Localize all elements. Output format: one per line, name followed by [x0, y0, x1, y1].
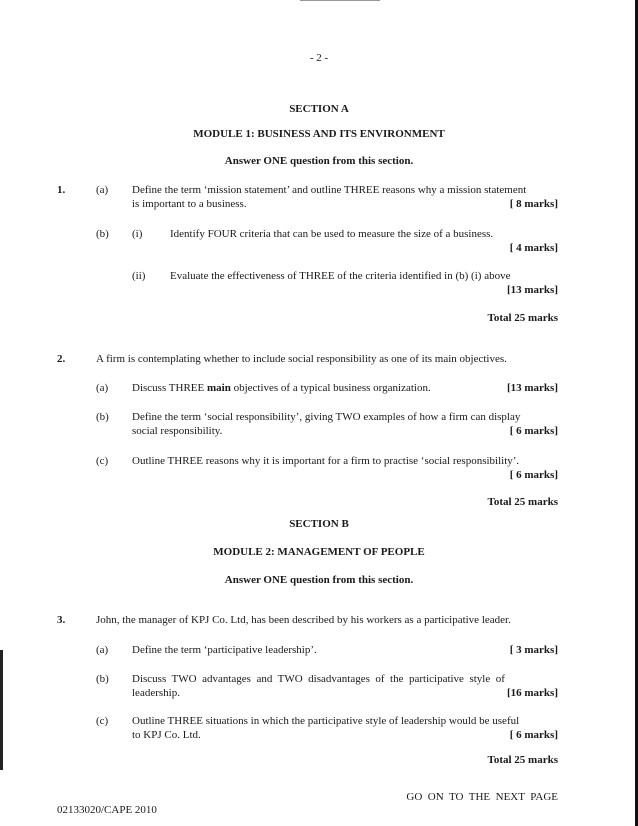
question-2-number: 2.: [57, 353, 66, 365]
q3-part-c-label: (c): [96, 715, 109, 727]
q1-part-a-line1: Define the term ‘mission statement’ and outline THREE reasons why a mission statement: [132, 184, 527, 196]
q2-part-a-label: (a): [96, 382, 109, 394]
q2-part-c-marks: [ 6 marks]: [509, 469, 558, 481]
go-on-next-page: GO ON TO THE NEXT PAGE: [406, 791, 558, 803]
q1-part-b-ii-text: Evaluate the effectiveness of THREE of the criteria identified in (b) (i) above: [170, 270, 511, 282]
q2-part-c-text: Outline THREE reasons why it is important for a firm to practise ‘social responsibility’.: [132, 455, 520, 467]
q1-part-b-i-text: Identify FOUR criteria that can be used to measure the size of a business.: [170, 228, 494, 240]
q3-part-a-text: Define the term ‘participative leadership’.: [132, 644, 317, 656]
q1-part-b-i-label: (i): [132, 228, 143, 240]
scan-artifact-line: [300, 0, 380, 1]
section-a-title: SECTION A: [289, 103, 349, 115]
page-number: - 2 -: [309, 52, 329, 64]
q3-part-a-marks: [ 3 marks]: [509, 644, 558, 656]
q3-part-c-marks: [ 6 marks]: [509, 729, 558, 741]
q2-intro: A firm is contemplating whether to include social responsibility as one of its main objectives.: [96, 353, 507, 365]
section-b-title: SECTION B: [289, 518, 349, 530]
question-3-number: 3.: [57, 614, 66, 626]
q2-part-a-text: Discuss THREE main objectives of a typical business organization.: [132, 382, 431, 394]
q2-part-b-line2: social responsibility.: [132, 425, 223, 437]
q1-part-a-line2: is important to a business.: [132, 198, 247, 210]
q3-total: Total 25 marks: [487, 754, 558, 766]
q2-part-b-marks: [ 6 marks]: [509, 425, 558, 437]
scan-edge-left: [0, 650, 3, 770]
section-b-instruction: Answer ONE question from this section.: [224, 574, 414, 586]
module-1-heading: MODULE 1: BUSINESS AND ITS ENVIRONMENT: [193, 128, 445, 140]
q1-part-a-label: (a): [96, 184, 109, 196]
q1-part-b-ii-marks: [13 marks]: [506, 284, 558, 296]
q2-part-b-line1: Define the term ‘social responsibility’, giving TWO examples of how a firm can display: [132, 411, 521, 423]
q3-part-b-marks: [16 marks]: [506, 687, 558, 699]
q3-intro: John, the manager of KPJ Co. Ltd, has been described by his workers as a participative leader.: [96, 614, 511, 626]
q3-part-c-line2: to KPJ Co. Ltd.: [132, 729, 201, 741]
section-a-instruction: Answer ONE question from this section.: [224, 155, 414, 167]
q1-part-a-marks: [ 8 marks]: [509, 198, 558, 210]
q2-part-b-label: (b): [96, 411, 109, 423]
q3-part-b-line1: Discuss TWO advantages and TWO disadvantages of the participative style of: [132, 673, 505, 685]
q1-total: Total 25 marks: [487, 312, 558, 324]
q2-part-c-label: (c): [96, 455, 109, 467]
q1-part-b-ii-label: (ii): [132, 270, 146, 282]
q3-part-a-label: (a): [96, 644, 109, 656]
q3-part-b-label: (b): [96, 673, 109, 685]
q3-part-b-line2: leadership.: [132, 687, 180, 699]
q3-part-c-line1: Outline THREE situations in which the participative style of leadership would be useful: [132, 715, 520, 727]
module-2-heading: MODULE 2: MANAGEMENT OF PEOPLE: [213, 546, 425, 558]
question-1-number: 1.: [57, 184, 66, 196]
q2-total: Total 25 marks: [487, 496, 558, 508]
q1-part-b-label: (b): [96, 228, 109, 240]
q1-part-b-i-marks: [ 4 marks]: [509, 242, 558, 254]
paper-code: 02133020/CAPE 2010: [57, 804, 157, 816]
q2-part-a-marks: [13 marks]: [506, 382, 558, 394]
